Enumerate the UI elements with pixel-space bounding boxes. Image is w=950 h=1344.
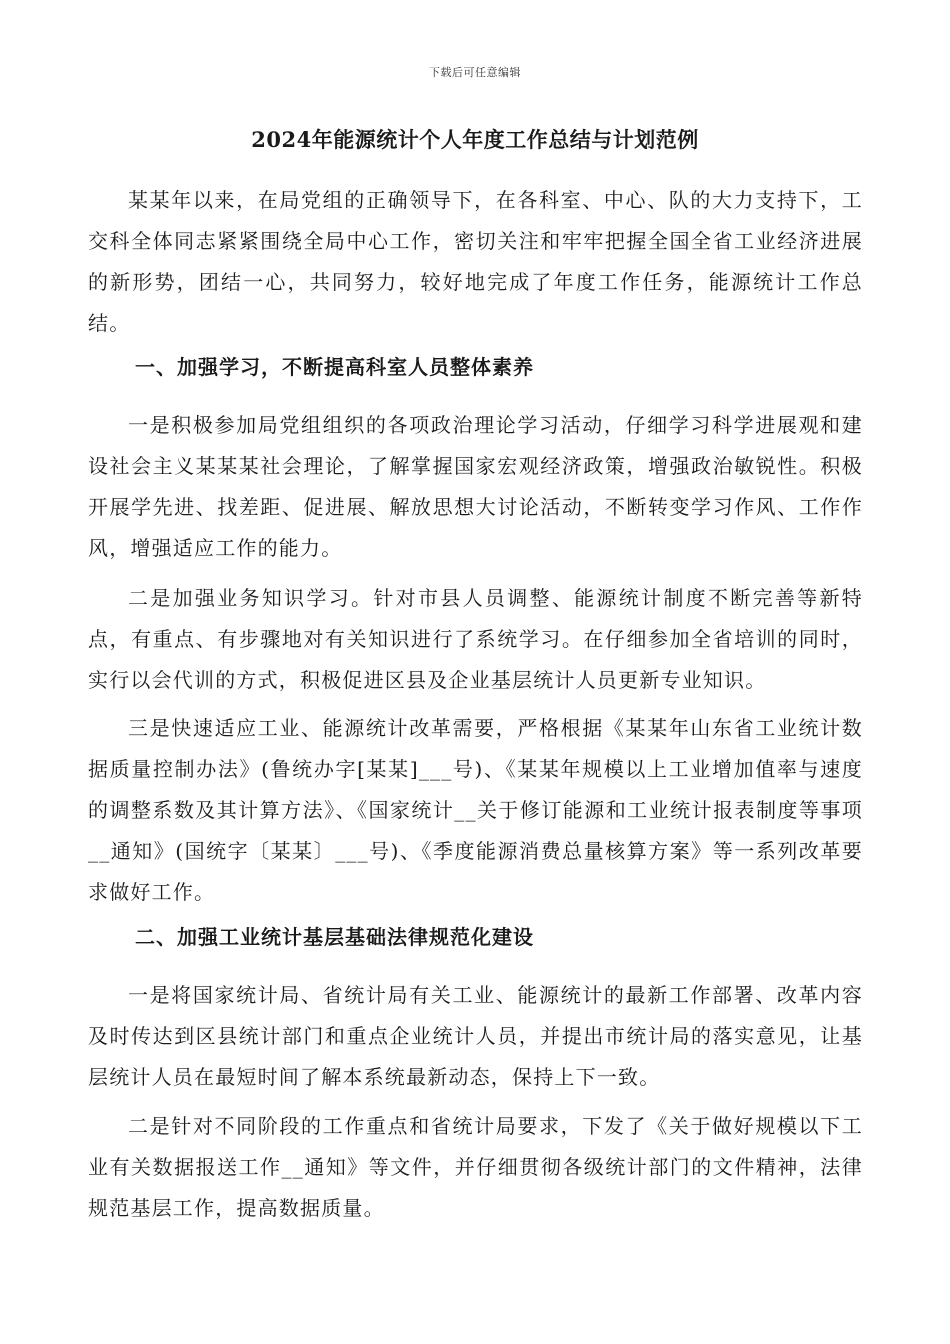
header-note: 下载后可任意编辑	[429, 66, 521, 79]
document-title: 2024年能源统计个人年度工作总结与计划范例	[251, 127, 699, 152]
section-2-paragraph-1: 一是将国家统计局、省统计局有关工业、能源统计的最新工作部署、改革内容及时传达到区县统计部门和重点企业统计人员，并提出市统计局的落实意见，让基层统计人员在最短时间了解本系统最新动态，保持上下一致。	[88, 983, 863, 1089]
section-2-paragraph-2: 二是针对不同阶段的工作重点和省统计局要求，下发了《关于做好规模以下工业有关数据报送工作__通知》等文件，并仔细贯彻各级统计部门的文件精神，法律规范基层工作，提高数据质量。	[88, 1114, 863, 1220]
section-1-paragraph-3: 三是快速适应工业、能源统计改革需要，严格根据《某某年山东省工业统计数据质量控制办法》(鲁统办字[某某]___号)、《某某年规模以上工业增加值率与速度的调整系数及其计算方法》、《国家统计__关于修订能源和工业统计报表制度等事项__通知》(国统字〔某某〕___号)、《季度能源消费总量核算方案》等一系列改革要求做好工作。	[88, 716, 863, 904]
section-1-paragraph-1: 一是积极参加局党组组织的各项政治理论学习活动，仔细学习科学进展观和建设社会主义某某某社会理论，了解掌握国家宏观经济政策，增强政治敏锐性。积极开展学先进、找差距、促进展、解放思想大讨论活动，不断转变学习作风、工作作风，增强适应工作的能力。	[88, 413, 863, 560]
section-1-paragraph-2: 二是加强业务知识学习。针对市县人员调整、能源统计制度不断完善等新特点，有重点、有步骤地对有关知识进行了系统学习。在仔细参加全省培训的同时，实行以会代训的方式，积极促进区县及企业基层统计人员更新专业知识。	[88, 586, 863, 692]
section-heading-2: 二、加强工业统计基层基础法律规范化建设	[135, 925, 534, 949]
intro-paragraph: 某某年以来，在局党组的正确领导下，在各科室、中心、队的大力支持下，工交科全体同志紧紧围绕全局中心工作，密切关注和牢牢把握全国全省工业经济进展的新形势，团结一心，共同努力，较好地完成了年度工作任务，能源统计工作总结。	[88, 188, 863, 335]
section-heading-1: 一、加强学习，不断提高科室人员整体素养	[135, 355, 534, 379]
